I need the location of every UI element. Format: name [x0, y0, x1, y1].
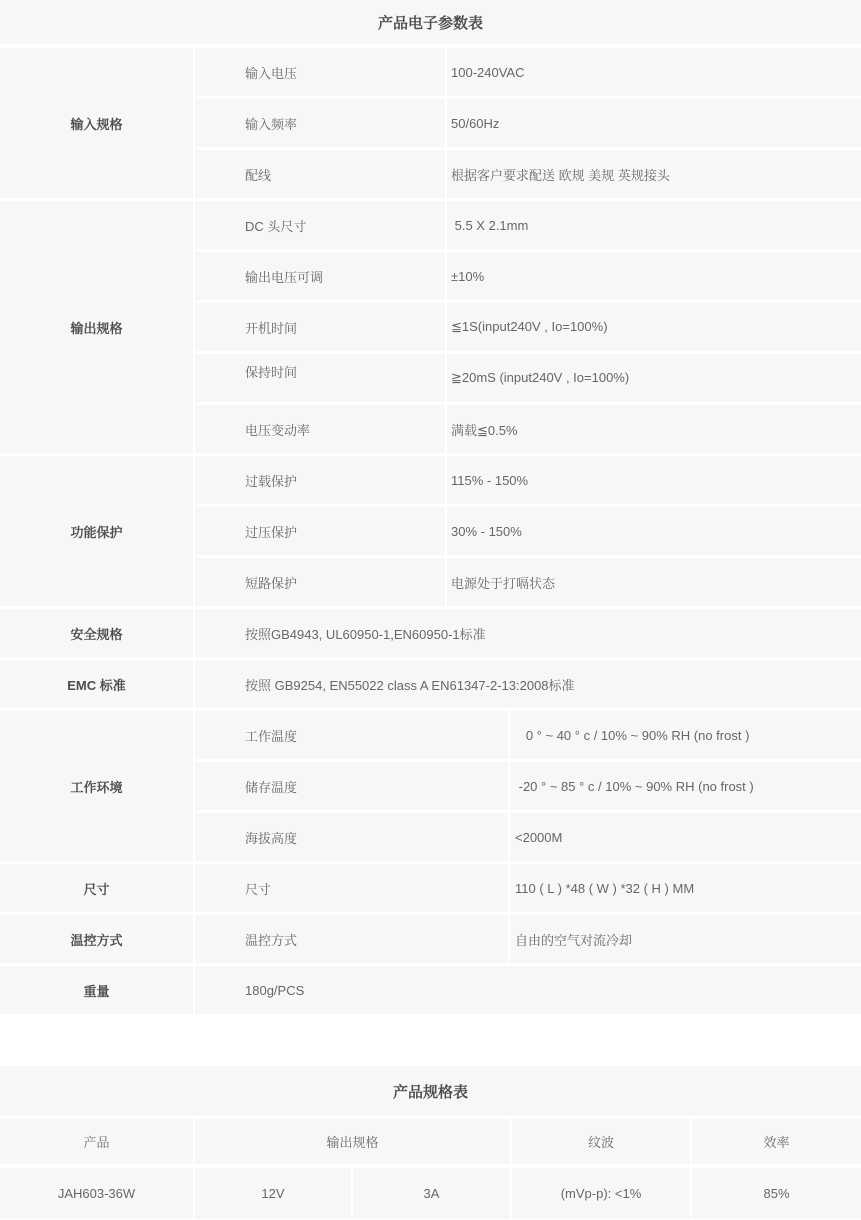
param-name: 尺寸: [195, 864, 508, 912]
param-value: 电源处于打嗝状态: [447, 558, 861, 606]
category-label: 输出规格: [0, 201, 193, 453]
table-row: [195, 303, 861, 351]
table-row: [195, 864, 861, 912]
param-value: ≧20mS (input240V , Io=100%): [447, 354, 861, 402]
param-value: 按照GB4943, UL60950-1,EN60950-1标准: [195, 609, 861, 657]
param-value: 50/60Hz: [447, 99, 861, 147]
category-label: 功能保护: [0, 456, 193, 606]
param-name: 输入频率: [195, 99, 445, 147]
param-name: 输出电压可调: [195, 252, 445, 300]
spec-output-voltage: 12V: [195, 1168, 351, 1219]
category-label: 重量: [0, 966, 193, 1014]
spec-header-efficiency: 效率: [692, 1119, 861, 1164]
param-name: 开机时间: [195, 303, 445, 351]
table-row: [195, 405, 861, 453]
category-label: 尺寸: [0, 864, 193, 912]
param-name: DC 头尺寸: [195, 201, 445, 249]
spec-efficiency-value: 85%: [692, 1168, 861, 1219]
table-row: [195, 762, 861, 810]
param-value: <2000M: [510, 813, 861, 861]
section-safety: [0, 609, 861, 657]
table-row: [195, 150, 861, 198]
table-row: [195, 48, 861, 96]
spec-output-current: 3A: [353, 1168, 510, 1219]
section-protection: [0, 456, 861, 606]
param-value: 满载≦0.5%: [447, 405, 861, 453]
param-value: 0 ° ~ 40 ° c / 10% ~ 90% RH (no frost ): [510, 711, 861, 759]
table-row: [195, 507, 861, 555]
param-value: 自由的空气对流冷却: [510, 915, 861, 963]
section-weight: [0, 966, 861, 1014]
category-label: EMC 标准: [0, 660, 193, 708]
table-row: [195, 201, 861, 249]
table-row: [195, 252, 861, 300]
param-value: 110 ( L ) *48 ( W ) *32 ( H ) MM: [510, 864, 861, 912]
param-value: 按照 GB9254, EN55022 class A EN61347-2-13:2008标准: [195, 660, 861, 708]
spec-product-model: JAH603-36W: [0, 1168, 193, 1219]
table-row: [195, 813, 861, 861]
param-value: 30% - 150%: [447, 507, 861, 555]
param-name: 工作温度: [195, 711, 508, 759]
param-name: 海拔高度: [195, 813, 508, 861]
spec-header-product: 产品: [0, 1119, 193, 1164]
section-dimensions: [0, 864, 861, 912]
param-name: 储存温度: [195, 762, 508, 810]
table-row: [195, 99, 861, 147]
tables-gap: [0, 1014, 861, 1066]
section-cooling: [0, 915, 861, 963]
product-spec-table: [0, 1066, 861, 1219]
table-row: [195, 558, 861, 606]
section-emc: [0, 660, 861, 708]
param-value: 180g/PCS: [195, 966, 861, 1014]
spec-ripple-value: (mVp-p): <1%: [512, 1168, 690, 1219]
param-name: 输入电压: [195, 48, 445, 96]
category-label: 工作环境: [0, 711, 193, 861]
spec-header-ripple: 纹波: [512, 1119, 690, 1164]
param-value: 根据客户要求配送 欧规 美规 英规接头: [447, 150, 861, 198]
category-label: 安全规格: [0, 609, 193, 657]
param-name: 短路保护: [195, 558, 445, 606]
param-value: 100-240VAC: [447, 48, 861, 96]
table-row: [195, 456, 861, 504]
section-input-specs: [0, 48, 861, 198]
spec-header-row: [0, 1119, 861, 1164]
category-label: 温控方式: [0, 915, 193, 963]
param-name: 过载保护: [195, 456, 445, 504]
param-name: 过压保护: [195, 507, 445, 555]
param-name: 温控方式: [195, 915, 508, 963]
param-name: 保持时间: [195, 354, 445, 402]
param-name: 电压变动率: [195, 405, 445, 453]
param-name: 配线: [195, 150, 445, 198]
param-value: 5.5 X 2.1mm: [447, 201, 861, 249]
table-row: [195, 915, 861, 963]
spec-header-output: 输出规格: [195, 1119, 510, 1164]
spec-table-title: 产品规格表: [0, 1066, 861, 1116]
param-table-title: 产品电子参数表: [0, 0, 861, 44]
spec-data-row: [0, 1168, 861, 1219]
section-output-specs: [0, 201, 861, 453]
param-value: 115% - 150%: [447, 456, 861, 504]
section-environment: [0, 711, 861, 861]
category-label: 输入规格: [0, 48, 193, 198]
table-row: [195, 354, 861, 402]
table-row: [195, 711, 861, 759]
param-value: ≦1S(input240V , Io=100%): [447, 303, 861, 351]
param-value: -20 ° ~ 85 ° c / 10% ~ 90% RH (no frost ): [510, 762, 861, 810]
param-value: ±10%: [447, 252, 861, 300]
